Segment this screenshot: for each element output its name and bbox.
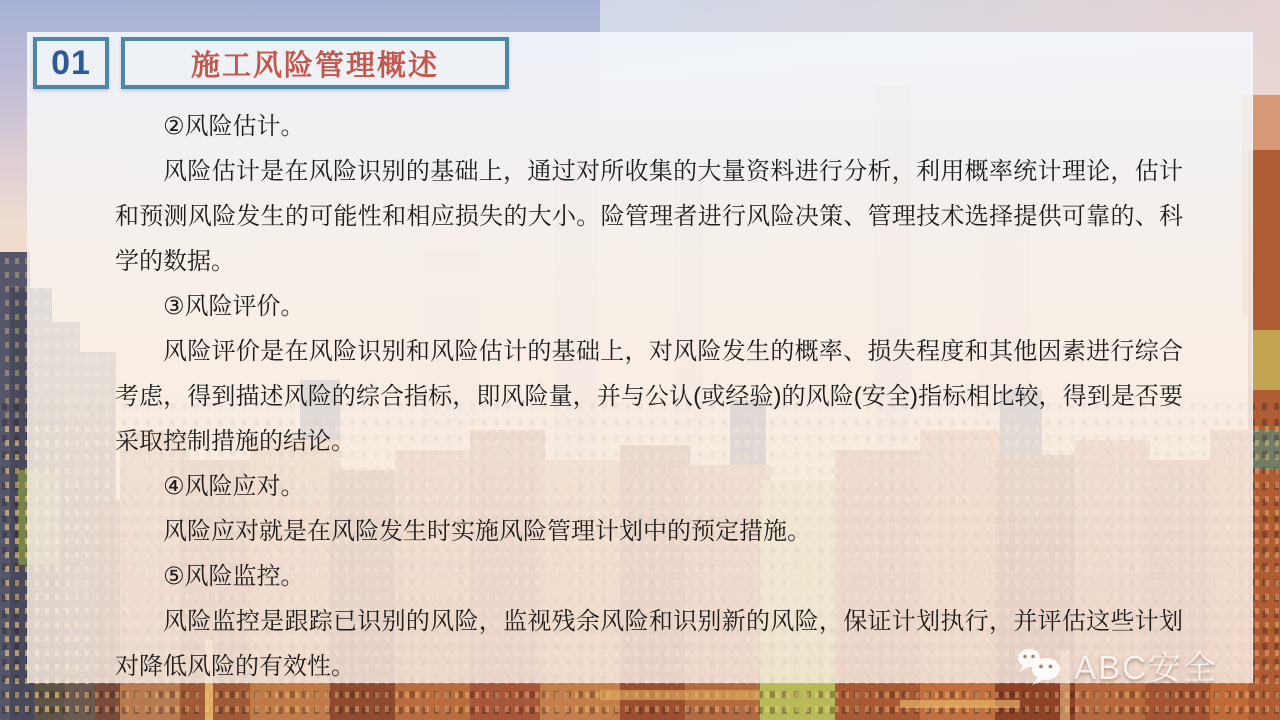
wechat-icon xyxy=(1014,645,1066,687)
slide-header xyxy=(33,37,509,89)
paragraph-risk-response-heading: ④风险应对。 xyxy=(163,473,305,500)
slide-body xyxy=(115,104,1183,689)
paragraph-risk-response-text: 风险应对就是在风险发生时实施风险管理计划中的预定措施。 xyxy=(163,518,811,545)
paragraph-risk-monitoring-text: 风险监控是跟踪已识别的风险，监视残余风险和识别新的风险，保证计划执行，并评估这些计划对降低风险的有效性。 xyxy=(115,608,1183,680)
paragraph-risk-evaluation-text: 风险评价是在风险识别和风险估计的基础上，对风险发生的概率、损失程度和其他因素进行综合考虑，得到描述风险的综合指标，即风险量，并与公认(或经验)的风险(安全)指标相比较，得到是否要采取控制措施的结论。 xyxy=(115,338,1183,455)
paragraph-risk-estimation-heading: ②风险估计。 xyxy=(163,113,305,140)
section-title: 施工风险管理概述 xyxy=(190,49,439,82)
watermark xyxy=(1014,642,1218,689)
paragraph-risk-estimation-text: 风险估计是在风险识别的基础上，通过对所收集的大量资料进行分析，利用概率统计理论，估计和预测风险发生的可能性和相应损失的大小。险管理者进行风险决策、管理技术选择提供可靠的、科学的数据。 xyxy=(115,158,1183,275)
section-title-box xyxy=(121,37,509,89)
section-number: 01 xyxy=(51,43,91,82)
paragraph-risk-evaluation-heading: ③风险评价。 xyxy=(163,293,305,320)
section-number-box xyxy=(33,37,109,89)
watermark-label: ABC安全 xyxy=(1074,649,1218,686)
paragraph-risk-monitoring-heading: ⑤风险监控。 xyxy=(163,563,305,590)
